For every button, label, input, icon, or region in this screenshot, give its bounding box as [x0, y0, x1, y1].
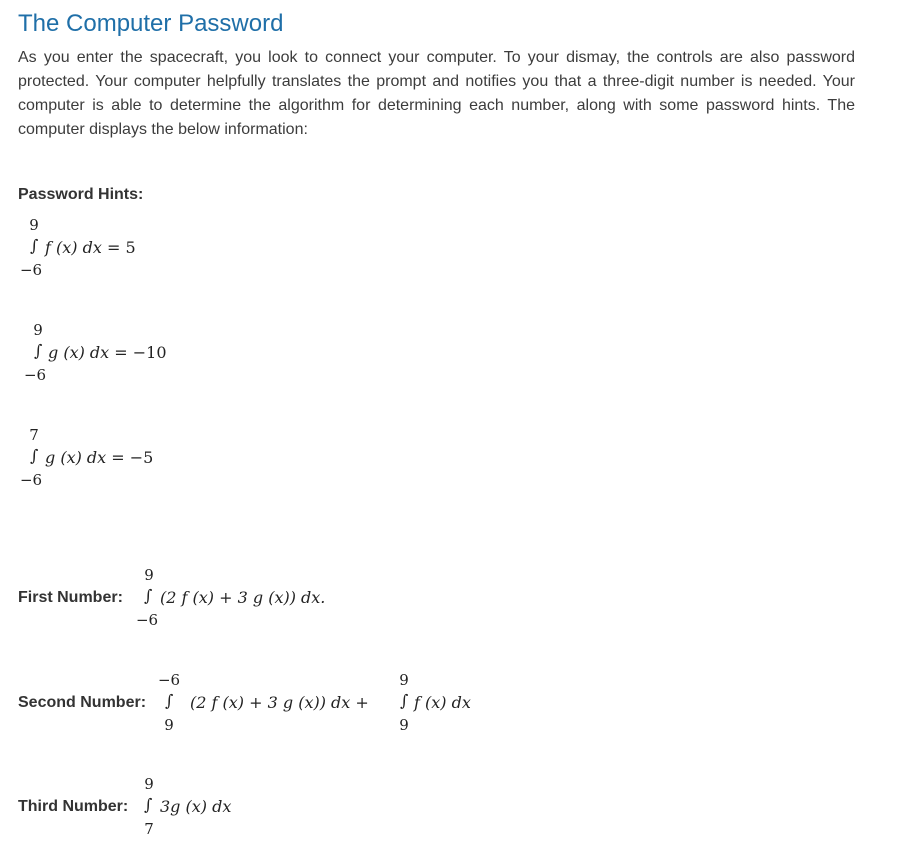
integral-sign: ∫ — [144, 586, 153, 605]
integral-sign: ∫ — [400, 691, 409, 710]
integral-sign: ∫ — [144, 795, 153, 814]
first-number-lower: −6 — [135, 611, 159, 629]
hints-heading: Password Hints: — [18, 186, 144, 203]
hint-2-upper: 9 — [33, 321, 43, 339]
second-number-expr: (2 f (x) + 3 g (x)) dx + — [190, 693, 369, 712]
integral-sign: ∫ — [30, 236, 39, 255]
hint-2-lower: −6 — [23, 366, 47, 384]
hint-3-lower: −6 — [19, 471, 43, 489]
third-number-lower: 7 — [144, 820, 154, 838]
hint-3-upper: 7 — [29, 426, 39, 444]
third-number-label: Third Number: — [18, 798, 129, 815]
integral-sign: ∫ — [34, 341, 43, 360]
page-title: The Computer Password — [18, 10, 284, 37]
integral-sign: ∫ — [30, 446, 39, 465]
second-number-lower-2: 9 — [399, 716, 409, 734]
second-number-label: Second Number: — [18, 694, 147, 711]
second-number-upper-2: 9 — [399, 671, 409, 689]
first-number-label: First Number: — [18, 589, 123, 606]
third-number-expr: 3g (x) dx — [160, 797, 232, 816]
hint-1-integrand: f (x) dx = 5 — [45, 238, 136, 257]
hint-1-upper: 9 — [29, 216, 39, 234]
first-number-expr: (2 f (x) + 3 g (x)) dx. — [160, 588, 326, 607]
second-number-lower: 9 — [164, 716, 174, 734]
third-number-upper: 9 — [144, 775, 154, 793]
hint-3-integrand: g (x) dx = −5 — [45, 448, 154, 467]
second-number-upper: −6 — [157, 671, 181, 689]
first-number-upper: 9 — [144, 566, 154, 584]
second-number-expr-2: f (x) dx — [414, 693, 471, 712]
intro-paragraph: As you enter the spacecraft, you look to connect your computer. To your dismay, the controls are also password protected. Your computer helpfully translates the prompt and notifies you that a three-digit number is needed. Your computer is able to determine the algorithm for determining each number, along with some password hints. The computer displays the below information: — [18, 49, 855, 138]
integral-sign: ∫ — [165, 691, 174, 710]
hint-1-lower: −6 — [19, 261, 43, 279]
hint-2-integrand: g (x) dx = −10 — [48, 343, 167, 362]
